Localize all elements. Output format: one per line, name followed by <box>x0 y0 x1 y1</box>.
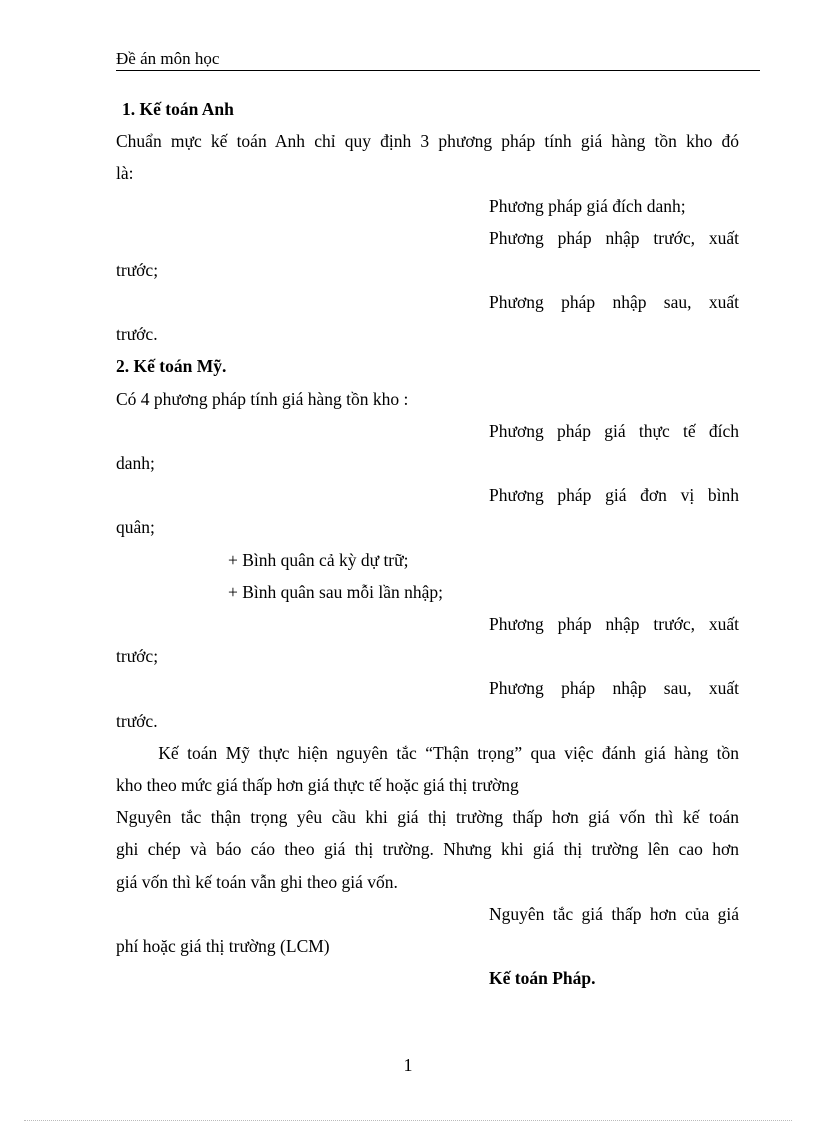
sub-list-item: + Bình quân sau mỗi lần nhập; <box>228 582 443 602</box>
paragraph-line: Chuẩn mực kế toán Anh chỉ quy định 3 phương pháp tính giá hàng tồn kho đó <box>116 131 739 151</box>
list-item-continuation: trước; <box>116 646 159 666</box>
list-item: Nguyên tắc giá thấp hơn của giá <box>489 904 739 924</box>
list-item: Phương pháp giá thực tế đích <box>489 421 739 441</box>
paragraph-line: kho theo mức giá thấp hơn giá thực tế hoặc giá thị trường <box>116 775 519 795</box>
paragraph-line: Có 4 phương pháp tính giá hàng tồn kho : <box>116 389 409 409</box>
list-item: Phương pháp nhập trước, xuất <box>489 228 739 248</box>
list-item: Phương pháp nhập sau, xuất <box>489 292 739 312</box>
list-item-continuation: danh; <box>116 453 155 473</box>
heading-french-accounting: Kế toán Pháp. <box>489 968 596 988</box>
paragraph-line: Kế toán Mỹ thực hiện nguyên tắc “Thận trọng” qua việc đánh giá hàng tồn <box>116 743 740 763</box>
page-header: Đề án môn học <box>116 48 760 71</box>
page-divider <box>24 1120 792 1121</box>
list-item-continuation: trước. <box>116 324 158 344</box>
heading-uk-accounting: 1. Kế toán Anh <box>122 99 234 119</box>
list-item: Phương pháp giá đích danh; <box>489 196 686 216</box>
paragraph-line: Nguyên tắc thận trọng yêu cầu khi giá thị trường thấp hơn giá vốn thì kế toán <box>116 807 739 827</box>
sub-list-item: + Bình quân cả kỳ dự trữ; <box>228 550 409 570</box>
list-item: Phương pháp nhập sau, xuất <box>489 678 739 698</box>
list-item-continuation: trước; <box>116 260 159 280</box>
list-item-continuation: quân; <box>116 517 155 537</box>
list-item-continuation: phí hoặc giá thị trường (LCM) <box>116 936 330 956</box>
page-number: 1 <box>403 1055 413 1075</box>
paragraph-line: giá vốn thì kế toán vẫn ghi theo giá vốn. <box>116 872 398 892</box>
paragraph-line: là: <box>116 163 134 183</box>
heading-us-accounting: 2. Kế toán Mỹ. <box>116 356 227 376</box>
list-item-continuation: trước. <box>116 711 158 731</box>
list-item: Phương pháp nhập trước, xuất <box>489 614 739 634</box>
paragraph-line: ghi chép và báo cáo theo giá thị trường. Nhưng khi giá thị trường lên cao hơn <box>116 839 739 859</box>
list-item: Phương pháp giá đơn vị bình <box>489 485 739 505</box>
